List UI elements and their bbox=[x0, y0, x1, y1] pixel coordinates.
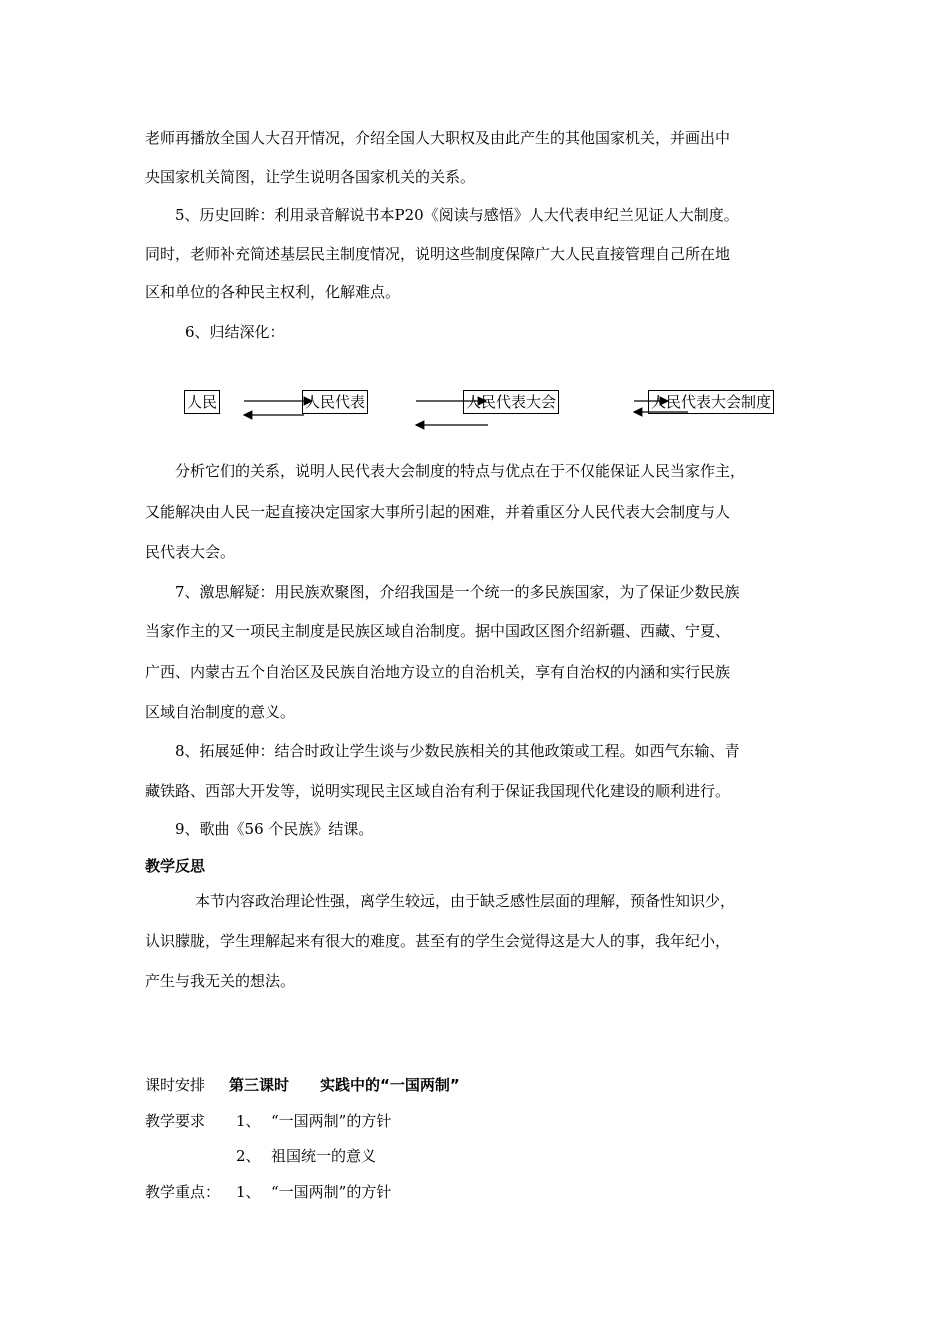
paragraph-line: 认识朦胧，学生理解起来有很大的难度。甚至有的学生会觉得这是大人的事，我年纪小， bbox=[145, 932, 731, 950]
paragraph-line: 又能解决由人民一起直接决定国家大事所引起的困难，并着重区分人民代表大会制度与人 bbox=[145, 503, 731, 521]
key-point-text: “一国两制”的方针 bbox=[271, 1183, 392, 1201]
paragraph-line: 7、激思解疑：用民族欢聚图，介绍我国是一个统一的多民族国家，为了保证少数民族 bbox=[175, 583, 740, 601]
requirement-number: 1、 bbox=[236, 1112, 261, 1130]
paragraph-line: 5、历史回眸：利用录音解说书本P20《阅读与感悟》人大代表申纪兰见证人大制度。 bbox=[175, 206, 739, 224]
requirement-text: “一国两制”的方针 bbox=[271, 1112, 392, 1130]
requirement-number: 2、 bbox=[236, 1147, 261, 1165]
diagram-box-people: 人民 bbox=[184, 390, 220, 414]
requirements-label: 教学要求 bbox=[145, 1112, 206, 1130]
paragraph-line: 藏铁路、西部大开发等，说明实现民主区域自治有利于保证我国现代化建设的顺利进行。 bbox=[145, 782, 731, 800]
paragraph-line: 产生与我无关的想法。 bbox=[145, 972, 296, 990]
paragraph-line: 同时，老师补充简述基层民主制度情况，说明这些制度保障广大人民直接管理自己所在地 bbox=[145, 245, 731, 263]
paragraph-line: 本节内容政治理论性强，离学生较远，由于缺乏感性层面的理解，预备性知识少， bbox=[195, 892, 736, 910]
paragraph-line: 老师再播放全国人大召开情况，介绍全国人大职权及由此产生的其他国家机关，并画出中 bbox=[145, 129, 731, 147]
paragraph-line: 当家作主的又一项民主制度是民族区域自治制度。据中国政区图介绍新疆、西藏、宁夏、 bbox=[145, 622, 731, 640]
diagram-box-representatives: 人民代表 bbox=[302, 390, 368, 414]
paragraph-line: 8、拓展延伸：结合时政让学生谈与少数民族相关的其他政策或工程。如西气东输、青 bbox=[175, 742, 740, 760]
paragraph-line: 6、归结深化： bbox=[185, 323, 285, 341]
paragraph-line: 广西、内蒙古五个自治区及民族自治地方设立的自治机关，享有自治权的内涵和实行民族 bbox=[145, 663, 731, 681]
paragraph-line: 分析它们的关系，说明人民代表大会制度的特点与优点在于不仅能保证人民当家作主， bbox=[175, 462, 746, 480]
paragraph-line: 区域自治制度的意义。 bbox=[145, 703, 296, 721]
section-heading: 教学反思 bbox=[145, 857, 206, 875]
schedule-label: 课时安排 bbox=[145, 1076, 206, 1094]
paragraph-line: 9、歌曲《56 个民族》结课。 bbox=[175, 820, 374, 838]
key-points-label: 教学重点： bbox=[145, 1183, 221, 1201]
lesson-number: 第三课时 bbox=[229, 1076, 290, 1094]
paragraph-line: 区和单位的各种民主权利，化解难点。 bbox=[145, 283, 401, 301]
requirement-text: 祖国统一的意义 bbox=[271, 1147, 377, 1165]
key-point-number: 1、 bbox=[236, 1183, 261, 1201]
diagram-box-congress-system: 人民代表大会制度 bbox=[648, 390, 774, 414]
paragraph-line: 央国家机关简图，让学生说明各国家机关的关系。 bbox=[145, 168, 476, 186]
lesson-title: 实践中的“一国两制” bbox=[320, 1076, 460, 1094]
diagram-box-congress: 人民代表大会 bbox=[463, 390, 559, 414]
paragraph-line: 民代表大会。 bbox=[145, 543, 236, 561]
